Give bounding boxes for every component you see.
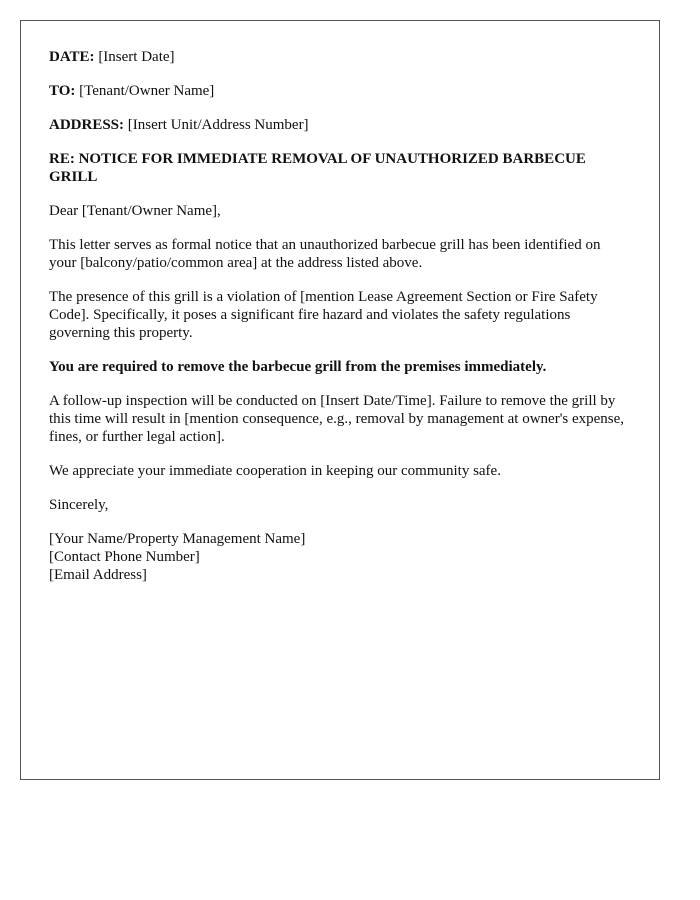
recipient-line [49,82,631,100]
subject-line: RE: NOTICE FOR IMMEDIATE REMOVAL OF UNAUTHORIZED BARBECUE GRILL [49,151,586,185]
appreciation-paragraph: We appreciate your immediate cooperation in keeping our community safe. [49,463,501,479]
address-value: [Insert Unit/Address Number] [127,117,309,133]
sender-name: [Your Name/Property Management Name] [49,531,306,547]
sign-off: Sincerely, [49,497,109,513]
contact-email: [Email Address] [49,567,147,583]
notice-letter [20,20,660,780]
contact-phone: [Contact Phone Number] [49,549,200,565]
date-value: [Insert Date] [98,49,175,65]
violation-paragraph: The presence of this grill is a violation of [mention Lease Agreement Section or Fire Safety Code]. Specifically, it poses a significant fire hazard and violates the safety regulations governing this property. [49,289,598,341]
date-label: DATE: [49,49,95,65]
to-label: TO: [49,83,76,99]
removal-requirement: You are required to remove the barbecue grill from the premises immediately. [49,359,547,375]
notice-paragraph: This letter serves as formal notice that an unauthorized barbecue grill has been identified on your [balcony/patio/common area] at the address listed above. [49,237,601,271]
address-line [49,116,631,134]
salutation: Dear [Tenant/Owner Name], [49,203,221,219]
inspection-paragraph: A follow-up inspection will be conducted on [Insert Date/Time]. Failure to remove the grill by this time will result in [mention consequence, e.g., removal by management at owner's expense, fines, or further legal action]. [49,393,625,445]
signature-block [49,530,631,584]
date-line [49,48,631,66]
to-value: [Tenant/Owner Name] [79,83,215,99]
address-label: ADDRESS: [49,117,125,133]
